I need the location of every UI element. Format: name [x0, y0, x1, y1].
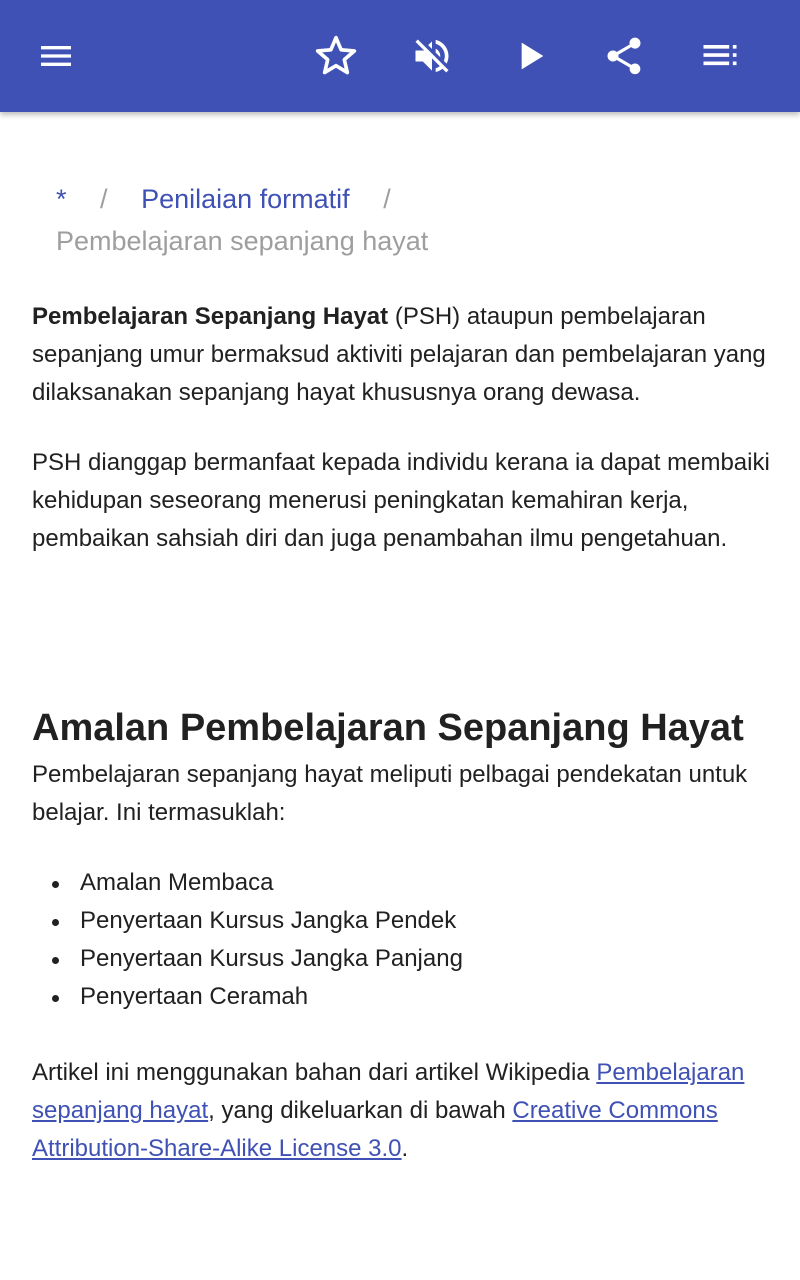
- list-item-text: Penyertaan Ceramah: [80, 983, 309, 1010]
- list-item-text: Amalan Membaca: [80, 869, 274, 896]
- bullet-icon: [52, 919, 59, 926]
- attribution-end: .: [401, 1135, 409, 1162]
- breadcrumb: [56, 178, 756, 262]
- breadcrumb-parent-link[interactable]: Penilaian formatif: [141, 184, 350, 214]
- list-item: [32, 902, 772, 940]
- breadcrumb-separator: /: [100, 184, 108, 214]
- intro-text: (PSH) ataupun pembelajaran sepanjang umur bermaksud aktiviti pelajaran dan pembelajaran yang dilaksanakan sepanjang hayat khususnya orang dewasa.: [32, 303, 766, 406]
- app-toolbar: [0, 0, 800, 112]
- bullet-icon: [52, 995, 59, 1002]
- share-button[interactable]: [596, 28, 652, 84]
- bullet-icon: [52, 881, 59, 888]
- play-icon: [510, 36, 550, 76]
- intro-paragraph: [32, 298, 772, 412]
- bullet-icon: [52, 957, 59, 964]
- bookmark-button[interactable]: [308, 28, 364, 84]
- list-item-text: Penyertaan Kursus Jangka Pendek: [80, 907, 457, 934]
- breadcrumb-current: Pembelajaran sepanjang hayat: [56, 226, 429, 256]
- menu-button[interactable]: [28, 28, 84, 84]
- mute-button[interactable]: [404, 28, 460, 84]
- list-item-text: Penyertaan Kursus Jangka Panjang: [80, 945, 463, 972]
- attribution-mid: , yang dikeluarkan di bawah: [208, 1097, 513, 1124]
- attribution-paragraph: [32, 1054, 772, 1168]
- list-icon: [698, 34, 742, 78]
- contents-button[interactable]: [692, 28, 748, 84]
- benefit-paragraph: PSH dianggap bermanfaat kepada individu kerana ia dapat membaiki kehidupan seseorang menerusi peningkatan kemahiran kerja, pembaikan sahsiah diri dan juga penambahan ilmu pengetahuan.: [32, 449, 770, 552]
- section-heading: Amalan Pembelajaran Sepanjang Hayat: [32, 707, 744, 749]
- list-item: [32, 864, 772, 902]
- volume-off-icon: [410, 34, 454, 78]
- wikipedia-article-link[interactable]: Pembelajaran sepanjang hayat: [32, 1059, 745, 1124]
- share-icon: [602, 34, 646, 78]
- breadcrumb-separator: /: [383, 184, 391, 214]
- approach-list: [32, 864, 772, 1016]
- play-button[interactable]: [502, 28, 558, 84]
- star-outline-icon: [314, 34, 358, 78]
- menu-icon: [36, 36, 76, 76]
- list-item: [32, 940, 772, 978]
- attribution-prefix: Artikel ini menggunakan bahan dari artikel Wikipedia: [32, 1059, 597, 1086]
- section-intro-paragraph: Pembelajaran sepanjang hayat meliputi pelbagai pendekatan untuk belajar. Ini termasuklah:: [32, 761, 748, 826]
- breadcrumb-root-link[interactable]: *: [56, 184, 67, 214]
- list-item: [32, 978, 772, 1016]
- license-link[interactable]: Creative Commons Attribution-Share-Alike License 3.0: [32, 1097, 718, 1162]
- intro-term: Pembelajaran Sepanjang Hayat: [32, 303, 389, 330]
